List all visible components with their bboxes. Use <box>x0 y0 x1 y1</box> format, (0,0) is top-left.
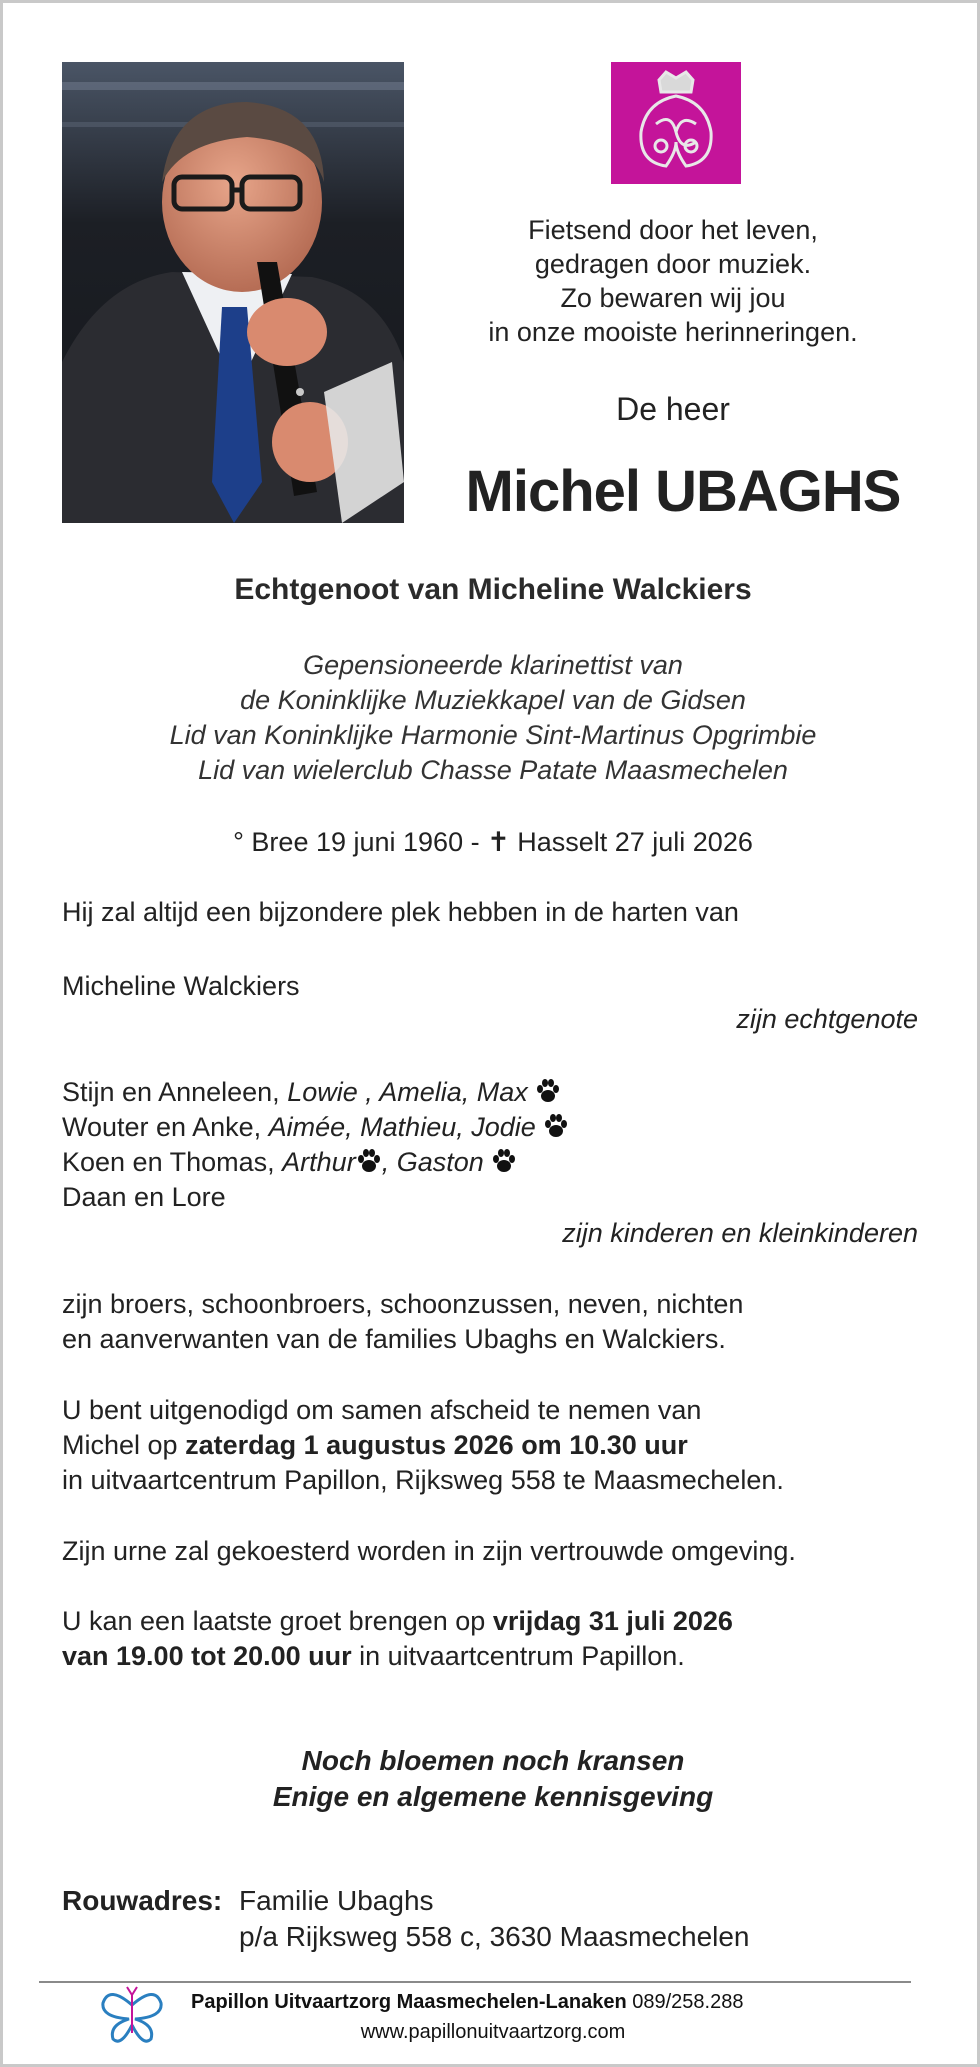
address-name: Familie Ubaghs <box>239 1885 434 1916</box>
paw-icon <box>535 1078 561 1104</box>
emblem-logo <box>611 62 741 184</box>
address-label: Rouwadres: <box>62 1885 223 1916</box>
deceased-name: Michel UBAGHS <box>465 459 901 524</box>
child-couple: Wouter en Anke, <box>62 1112 262 1142</box>
company-name: Papillon Uitvaartzorg Maasmechelen-Lanaken <box>191 1991 627 2013</box>
child-row <box>62 1180 932 1215</box>
birth-death-dates: ° Bree 19 juni 1960 - ✝ Hasselt 27 juli 2026 <box>233 827 753 857</box>
spouse-title: Echtgenoot van Micheline Walckiers <box>234 573 752 606</box>
child-couple: Stijn en Anneleen, <box>62 1077 280 1107</box>
farewell-line: in uitvaartcentrum Papillon, Rijksweg 558 te Maasmechelen. <box>62 1465 784 1495</box>
intro-text: Hij zal altijd een bijzondere plek hebben in de harten van <box>62 897 739 927</box>
child-row <box>62 1145 932 1180</box>
roles <box>3 648 980 788</box>
poem-line: in onze mooiste herinneringen. <box>488 317 858 347</box>
family-line: zijn broers, schoonbroers, schoonzussen, neven, nichten <box>62 1289 744 1319</box>
farewell-line <box>62 1428 932 1463</box>
company-phone: 089/258.288 <box>632 1991 744 2013</box>
visit-place: in uitvaartcentrum Papillon. <box>351 1641 685 1671</box>
spouse-role: zijn echtgenote <box>736 1004 918 1034</box>
role-line: de Koninklijke Muziekkapel van de Gidsen <box>240 685 746 715</box>
footer-divider <box>39 1981 911 1983</box>
farewell-line: U bent uitgenodigd om samen afscheid te nemen van <box>62 1395 702 1425</box>
grandchildren: , Gaston <box>381 1147 484 1177</box>
urn-text: Zijn urne zal gekoesterd worden in zijn vertrouwde omgeving. <box>62 1536 796 1566</box>
poem-line: Zo bewaren wij jou <box>560 283 786 313</box>
visit-line <box>62 1639 932 1674</box>
role-line: Gepensioneerde klarinettist van <box>303 650 683 680</box>
address-line: p/a Rijksweg 558 c, 3630 Maasmechelen <box>239 1921 750 1952</box>
grandchildren: Arthur <box>282 1147 356 1177</box>
paw-icon <box>543 1113 569 1139</box>
child-row <box>62 1075 932 1110</box>
visit-prefix: U kan een laatste groet brengen op <box>62 1606 493 1636</box>
spouse-name: Micheline Walckiers <box>62 971 300 1001</box>
grandchildren: Lowie , Amelia, Max <box>287 1077 528 1107</box>
paw-icon <box>491 1148 517 1174</box>
poem-line: gedragen door muziek. <box>534 249 812 279</box>
ceremony-datetime: zaterdag 1 augustus 2026 om 10.30 uur <box>185 1430 688 1460</box>
visit-time: van 19.00 tot 20.00 uur <box>62 1641 352 1671</box>
footer-company-line <box>191 1991 743 2014</box>
company-website[interactable]: www.papillonuitvaartzorg.com <box>360 2021 626 2043</box>
children-list <box>62 1075 932 1215</box>
grandchildren: Aimée, Mathieu, Jodie <box>268 1112 536 1142</box>
farewell-text <box>62 1393 932 1498</box>
child-couple: Daan en Lore <box>62 1182 226 1212</box>
closing-line: Noch bloemen noch kransen <box>301 1745 685 1776</box>
farewell-prefix: Michel op <box>62 1430 186 1460</box>
poem <box>433 213 913 349</box>
portrait-photo <box>62 62 404 523</box>
visit-text <box>62 1604 932 1674</box>
role-line: Lid van wielerclub Chasse Patate Maasmechelen <box>198 755 788 785</box>
honorific: De heer <box>616 391 730 427</box>
paw-icon <box>356 1148 382 1174</box>
poem-line: Fietsend door het leven, <box>528 215 818 245</box>
visit-line <box>62 1604 932 1639</box>
family-text <box>62 1287 932 1357</box>
role-line: Lid van Koninklijke Harmonie Sint-Martinus Opgrimbie <box>169 720 817 750</box>
family-line: en aanverwanten van de families Ubaghs en Walckiers. <box>62 1324 726 1354</box>
children-role: zijn kinderen en kleinkinderen <box>562 1218 918 1248</box>
child-row <box>62 1110 932 1145</box>
child-couple: Koen en Thomas, <box>62 1147 275 1177</box>
closing-line: Enige en algemene kennisgeving <box>272 1781 714 1812</box>
visit-date: vrijdag 31 juli 2026 <box>492 1606 733 1636</box>
closing-text <box>3 1743 980 1815</box>
